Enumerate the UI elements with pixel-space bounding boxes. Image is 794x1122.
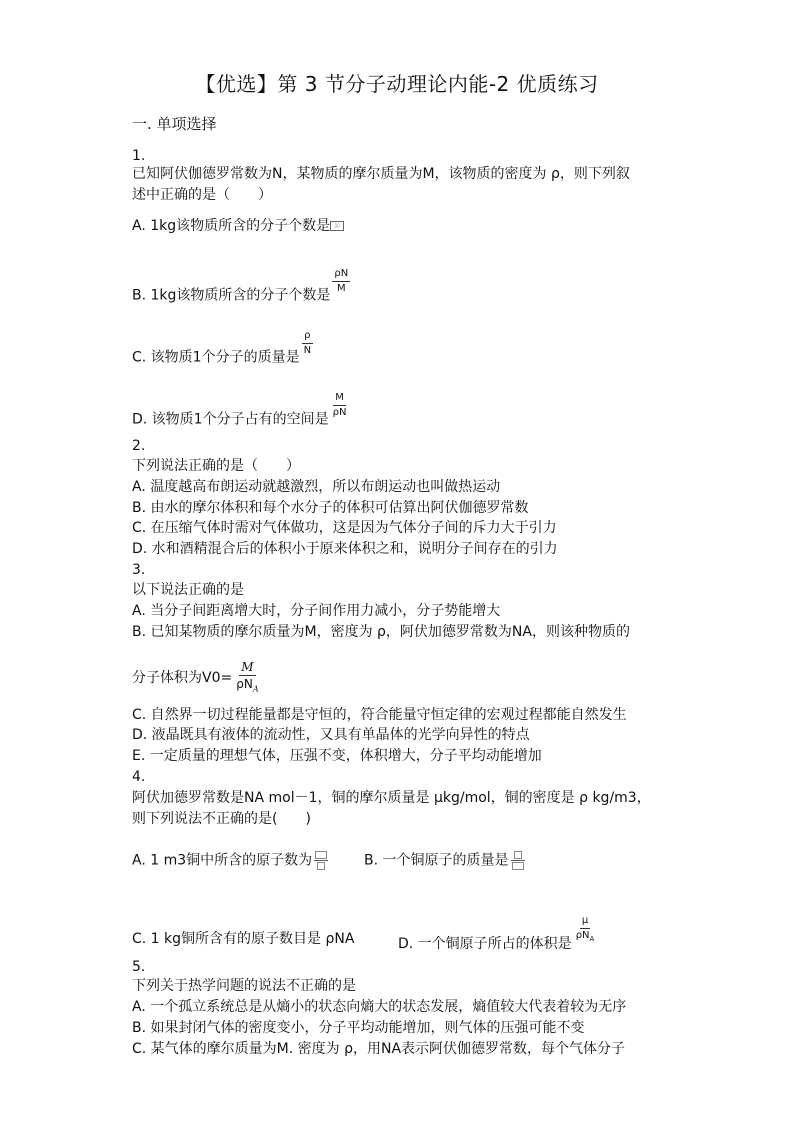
q3-option-c: C. 自然界一切过程能量都是守恒的，符合能量守恒定律的宏观过程都能自然发生 — [132, 707, 627, 723]
fraction-numerator: M — [333, 392, 346, 406]
q3-option-b-line2 — [132, 660, 261, 696]
q1-stem-line1: 已知阿伏伽德罗常数为N，某物质的摩尔质量为M，该物质的密度为 ρ，则下列叙 — [132, 166, 630, 182]
fraction-numerator: M — [241, 660, 254, 674]
fraction-numerator: ρ — [302, 330, 312, 344]
q3-option-a: A. 当分子间距离增大时，分子间作用力减小，分子势能增大 — [132, 603, 501, 619]
q1-number: 1. — [132, 148, 146, 164]
q1-option-b-fraction — [332, 268, 350, 295]
q3-option-b-line2-text: 分子体积为V0= — [132, 670, 233, 687]
q5-number: 5. — [132, 959, 146, 975]
q1-option-d-text: D. 该物质1个分子占有的空间是 — [132, 411, 329, 428]
fraction-denominator — [574, 929, 597, 945]
q3-option-b-line1: B. 已知某物质的摩尔质量为M，密度为 ρ，阿伏加德罗常数为NA，则该种物质的 — [132, 624, 630, 640]
q4-option-c: C. 1 kg铜所含有的原子数目是 ρNA — [132, 931, 355, 947]
q4-stem-line2: 则下列说法不正确的是( ) — [132, 811, 311, 827]
fraction-denominator: N — [303, 345, 312, 356]
q3-stem: 以下说法正确的是 — [132, 582, 244, 598]
q4-stem-line1: 阿伏加德罗常数是NA mol－1，铜的摩尔质量是 μkg/mol，铜的密度是 ρ kg/m3， — [132, 790, 651, 806]
q2-option-a: A. 温度越高布朗运动就越激烈，所以布朗运动也叫做热运动 — [132, 479, 501, 495]
q5-stem: 下列关于热学问题的说法不正确的是 — [132, 978, 356, 994]
q1-option-c — [132, 330, 313, 371]
q1-option-d — [132, 392, 348, 433]
q2-option-c: C. 在压缩气体时需对气体做功，这是因为气体分子间的斥力大于引力 — [132, 520, 557, 536]
q1-option-c-fraction — [302, 330, 313, 357]
q5-option-c: C. 某气体的摩尔质量为M. 密度为 ρ，用NA表示阿伏伽德罗常数，每个气体分子 — [132, 1041, 626, 1057]
q3-option-d: D. 液晶既具有液体的流动性，又具有单晶体的光学向异性的特点 — [132, 727, 530, 743]
formula-placeholder-icon — [314, 850, 328, 871]
q1-option-b-text: B. 1kg该物质所含的分子个数是 — [132, 287, 331, 304]
fraction-denominator — [234, 676, 260, 696]
q5-option-b: B. 如果封闭气体的密度变小，分子平均动能增加，则气体的压强可能不变 — [132, 1020, 585, 1036]
q3-number: 3. — [132, 562, 146, 578]
formula-placeholder-icon — [511, 850, 525, 871]
q2-stem: 下列说法正确的是（ ） — [132, 458, 300, 474]
q4-option-d — [398, 915, 596, 959]
q1-stem-line2: 述中正确的是（ ） — [132, 187, 272, 203]
fraction-denominator-subscript: A — [252, 684, 259, 694]
fraction-denominator: M — [337, 283, 346, 294]
q4-option-d-fraction — [574, 915, 597, 945]
q1-option-d-fraction — [331, 392, 349, 419]
section-heading: 一. 单项选择 — [132, 115, 217, 133]
q1-option-a-text: A. 1kg该物质所含的分子个数是 — [132, 218, 331, 234]
q4-option-b-text: B. 一个铜原子的质量是 — [364, 852, 509, 869]
q5-option-a: A. 一个孤立系统总是从熵小的状态向熵大的状态发展，熵值较大代表着较为无序 — [132, 999, 627, 1015]
q3-option-e: E. 一定质量的理想气体，压强不变，体积增大，分子平均动能增加 — [132, 748, 542, 764]
q1-option-a — [132, 216, 344, 236]
q4-option-b — [364, 850, 525, 871]
q1-option-c-text: C. 该物质1个分子的质量是 — [132, 349, 300, 366]
q2-option-b: B. 由水的摩尔体积和每个水分子的体积可估算出阿伏伽德罗常数 — [132, 500, 529, 516]
q2-number: 2. — [132, 438, 146, 454]
q3-option-b-fraction — [234, 660, 260, 696]
fraction-numerator: μ — [580, 915, 590, 929]
page-title: 【优选】第 3 节分子动理论内能-2 优质练习 — [195, 72, 599, 96]
fraction-numerator: ρN — [332, 268, 350, 282]
formula-placeholder-icon: ▯▯ — [330, 221, 344, 231]
q4-option-a-text: A. 1 m3铜中所含的原子数为 — [132, 852, 313, 869]
fraction-denominator-main: ρN — [236, 677, 253, 691]
q4-number: 4. — [132, 769, 146, 785]
q2-option-d: D. 水和酒精混合后的体积小于原来体积之和，说明分子间存在的引力 — [132, 541, 558, 557]
fraction-denominator: ρN — [332, 407, 347, 418]
fraction-denominator-subscript: A — [589, 935, 595, 943]
q4-option-d-text: D. 一个铜原子所占的体积是 — [398, 936, 572, 952]
fraction-denominator-main: ρN — [575, 930, 590, 941]
q4-option-a — [132, 850, 328, 871]
